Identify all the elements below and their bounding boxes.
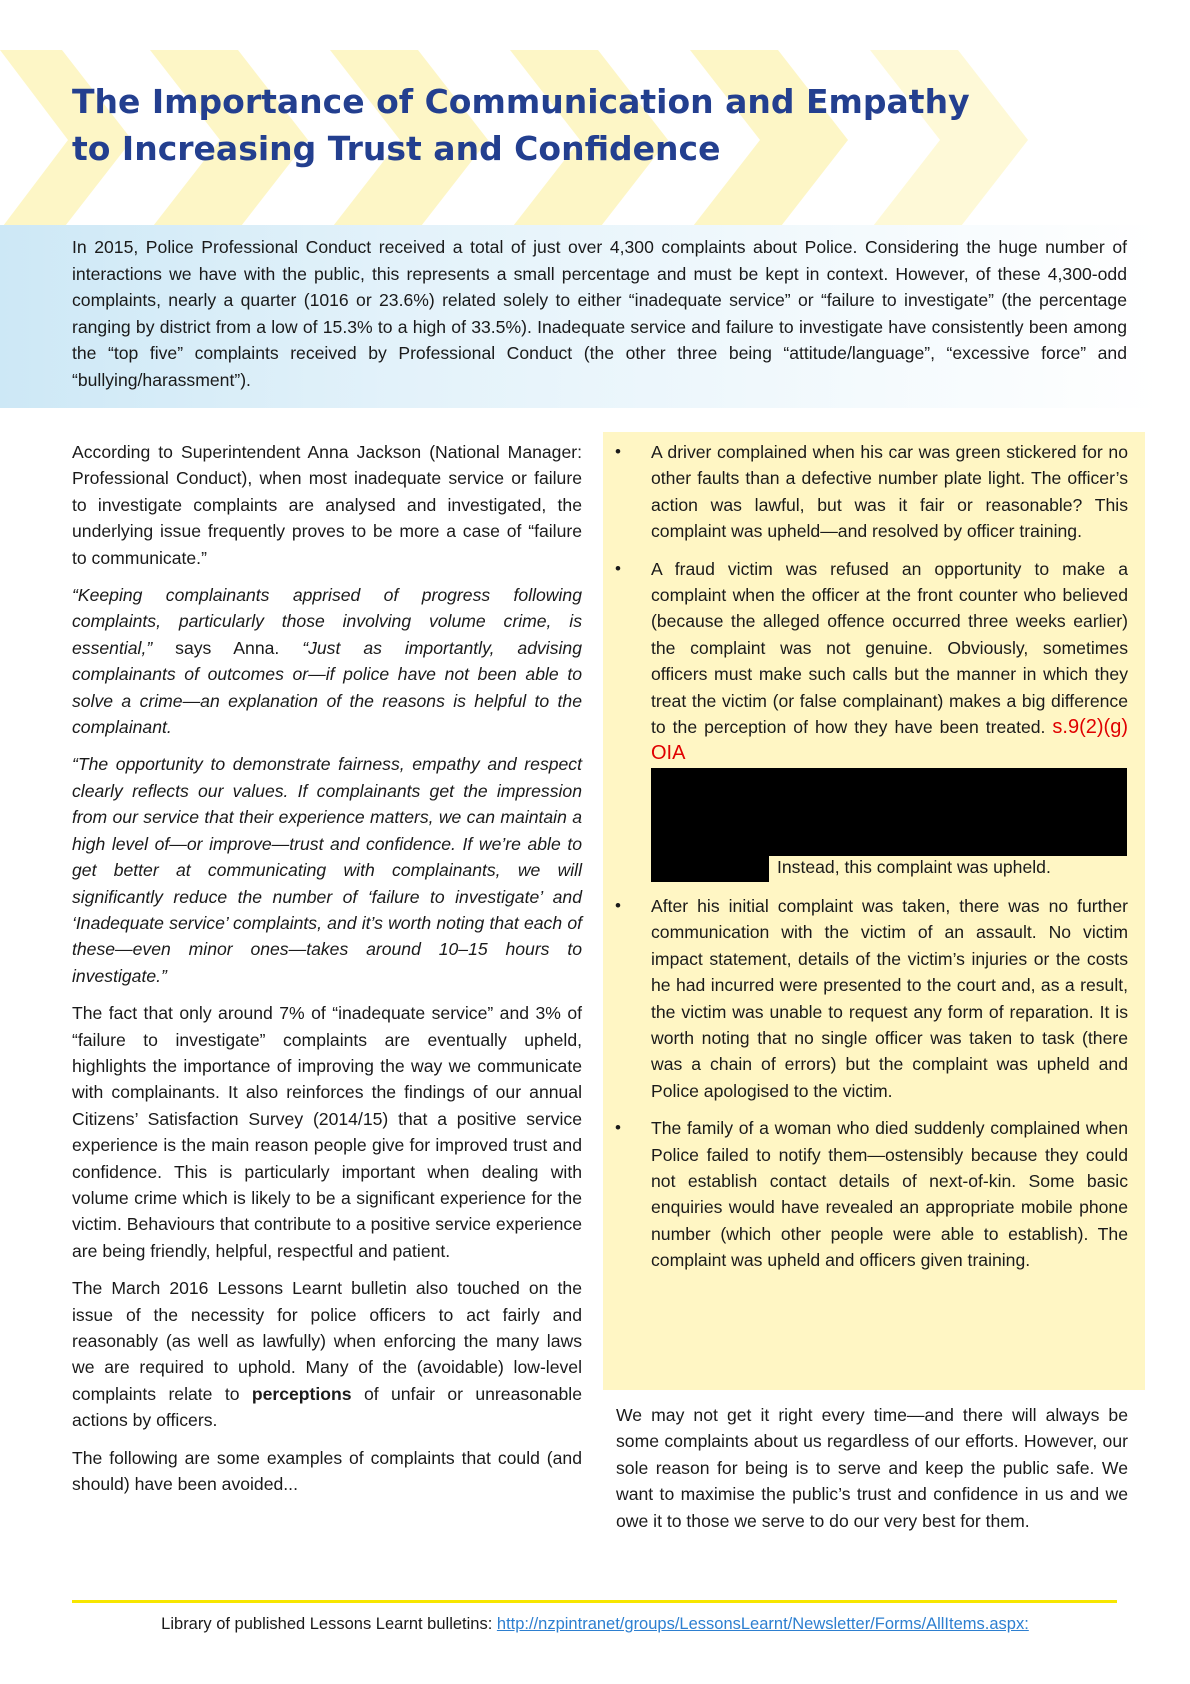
paragraph-statistics: The fact that only around 7% of “inadequate service” and 3% of “failure to investigate” complaints are eventually upheld, highlights the importance of improving the way we communicate with complainants. It also reinforces the findings of our annual Citizens’ Satisfaction Survey (2014/15) that a positive service experience is the main reason people give for improved trust and confidence. This is particularly important when dealing with volume crime which is likely to be a significant experience for the victim. Behaviours that contribute to a positive service experience are being friendly, helpful, respectful and patient. (72, 1003, 582, 1261)
paragraph-march-bulletin (72, 1275, 582, 1433)
example-item-driver (613, 439, 1128, 545)
bulletins-library-link[interactable]: http://nzpintranet/groups/LessonsLearnt/Newsletter/Forms/AllItems.aspx: (496, 1615, 1029, 1633)
example-driver-text: A driver complained when his car was green stickered for no other faults than a defective number plate light. The officer’s action was lawful, but was it fair or reasonable? This complaint was upheld—and resolved by officer training. (651, 442, 1128, 542)
example-family-text: The family of a woman who died suddenly complained when Police failed to notify them—ostensibly because they could not establish contact details of next-of-kin. Some basic enquiries would have revealed an appropriate mobile phone number (which other people were able to establish). The complaint was upheld and officers given training. (651, 1118, 1128, 1271)
perceptions-emphasis: perceptions (251, 1383, 352, 1404)
march-bulletin-text: The March 2016 Lessons Learnt bulletin also touched on the issue of the necessity for police officers to act fairly and reasonably (as well as lawfully) when enforcing the many laws we are required to uphold. Many of the (avoidable) low-level complaints relate to (72, 1278, 582, 1404)
left-column (72, 439, 582, 1508)
examples-list (613, 439, 1128, 1285)
march-bulletin-end: of unfair or unreasonable actions by officers. (72, 1383, 582, 1431)
bullet-icon: • (615, 1118, 621, 1138)
footer-label: Library of published Lessons Learnt bulletins: (161, 1615, 497, 1633)
title-line-2: to Increasing Trust and Confidence (72, 129, 721, 168)
bullet-icon: • (615, 558, 621, 578)
redaction-block-tail (651, 856, 769, 882)
bullet-icon: • (615, 442, 621, 461)
example-fraud-text: A fraud victim was refused an opportunity to make a complaint when the officer at the front counter who believed (because the alleged offence occurred three weeks earlier) the complaint was not genuine. Obviously, sometimes officers must make such calls but the manner in which they treat the victim (or false complainant) makes a big difference to the perception of how they have been treated. (651, 558, 1128, 738)
bullet-icon: • (615, 895, 621, 915)
quote-part-1: “Keeping complainants apprised of progress following complaints, particularly those involving volume crime, is essential,” (72, 585, 582, 658)
example-item-assault (613, 893, 1128, 1104)
title-line-1: The Importance of Communication and Empathy (72, 82, 970, 121)
redaction-area (651, 768, 1128, 882)
paragraph-examples-intro: The following are some examples of complaints that could (and should) have been avoided... (72, 1447, 582, 1495)
footer-divider (72, 1600, 1117, 1603)
intro-paragraph: In 2015, Police Professional Conduct received a total of just over 4,300 complaints about Police. Considering the huge number of interactions we have with the public, this represents a small percentage and must be kept in context. However, of these 4,300-odd complaints, nearly a quarter (1016 or 23.6%) related solely to either “inadequate service” or “failure to investigate” (the percentage ranging by district from a low of 15.3% to a high of 33.5%). Inadequate service and failure to investigate have consistently been among the “top five” complaints received by Professional Conduct (the other three being “attitude/language”, “excessive force” and “bullying/harassment”). (72, 237, 1127, 390)
paragraph-anna-quote (72, 582, 582, 740)
footer (0, 1612, 1190, 1636)
redaction-label: s.9(2)(g) OIA (651, 716, 1128, 765)
quote-part-2: “Just as importantly, advising complainants of outcomes or—if police have not been able to solve a crime—an explanation of the reasons is helpful to the complainant. (72, 637, 582, 738)
paragraph-fairness-quote: “The opportunity to demonstrate fairness, empathy and respect clearly reflects our values. If complainants get the impression from our service that their experience matters, we can maintain a high level of—or improve—trust and confidence. If we’re able to get better at communicating with complainants, we will significantly reduce the number of ‘failure to investigate’ and ‘Inadequate service’ complaints, and it’s worth noting that each of these—even minor ones—takes around 10–15 hours to investigate.” (72, 754, 582, 986)
example-fraud-outcome: Instead, this complaint was upheld. (777, 856, 1051, 877)
quote-attribution: says Anna. (152, 637, 303, 658)
redaction-block (651, 768, 1127, 856)
paragraph-communication: According to Superintendent Anna Jackson (National Manager: Professional Conduct), when most inadequate service or failure to investigate complaints are analysed and investigated, the underlying issue frequently proves to be more a case of “failure to communicate.” (72, 442, 582, 568)
example-item-fraud (613, 556, 1128, 882)
page-title (72, 78, 1072, 172)
example-assault-text: After his initial complaint was taken, there was no further communication with the victim of an assault. No victim impact statement, details of the victim’s injuries or the costs he had incurred were presented to the court and, as a result, the victim was unable to request any form of reparation. It is worth noting that no single officer was taken to task (there was a chain of errors) but the complaint was upheld and Police apologised to the victim. (651, 895, 1128, 1101)
example-item-family (613, 1115, 1128, 1273)
closing-paragraph: We may not get it right every time—and there will always be some complaints about us regardless of our efforts. However, our sole reason for being is to serve and keep the public safe. We want to maximise the public’s trust and confidence in us and we owe it to those we serve to do our very best for them. (616, 1405, 1128, 1531)
